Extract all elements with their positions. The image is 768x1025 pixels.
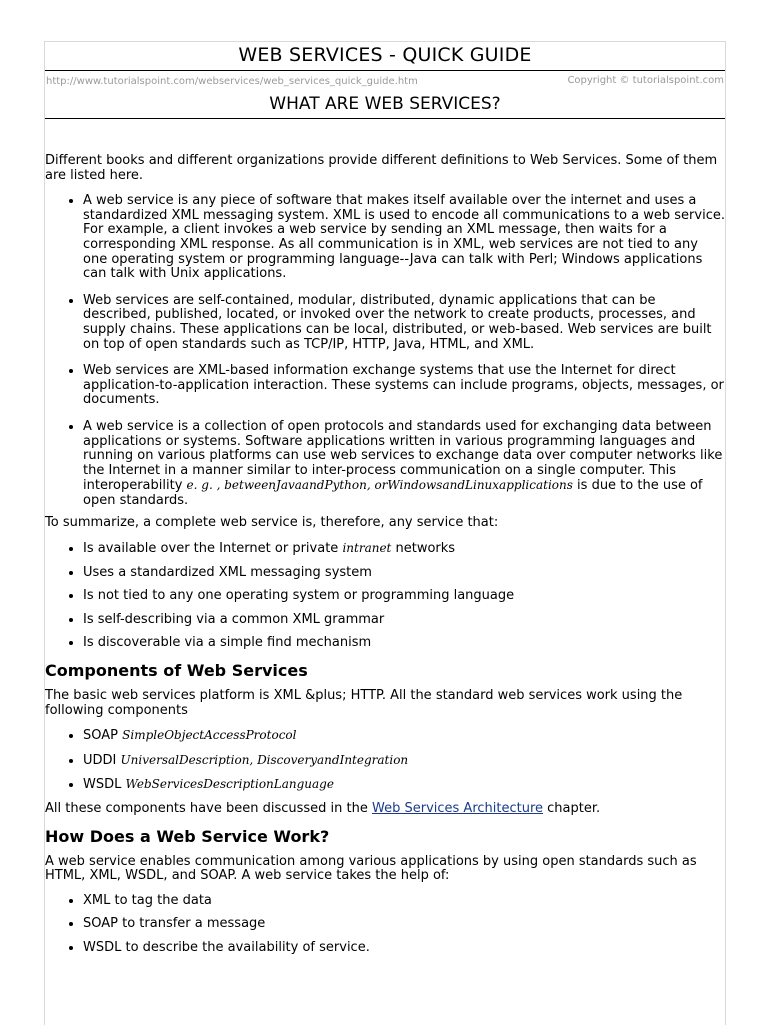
list-item: • XML to tag the data [83,894,725,909]
architecture-link[interactable]: Web Services Architecture [372,801,544,816]
outro-post: chapter. [547,801,601,816]
component-expansion: SimpleObjectAccessProtocol [122,728,297,743]
list-item: • Is discoverable via a simple find mechanism [83,636,725,651]
components-list [45,728,725,793]
bullet4-math: e. g. , betweenJavaandPython, orWindowsandLinuxapplications [186,478,573,493]
list-item [83,728,725,744]
document-title: WEB SERVICES - QUICK GUIDE [45,42,725,71]
component-name: UDDI [83,752,117,768]
list-item: • Is self-describing via a common XML grammar [83,613,725,628]
bullet4-text: A web service is a collection of open protocols and standards used for exchanging data between applications or systems. Software applications written in various programming languages and running on various platforms can use web services to exchange data over computer networks like the Internet in a manner similar to inter-process communication on a single computer. This interoperability [83,418,723,494]
list-item [83,753,725,769]
components-outro [45,802,725,817]
list-item [83,777,725,793]
summary-item1-tail: networks [395,541,456,557]
component-name: SOAP [83,728,118,744]
components-intro: The basic web services platform is XML &plus; HTTP. All the standard web services work using the following components [45,688,683,718]
component-expansion: WebServicesDescriptionLanguage [125,777,334,792]
page [44,41,726,1025]
list-item [83,541,725,557]
list-item: • Web services are XML-based information exchange systems that use the Internet for direct application-to-application interaction. These systems can include programs, objects, messages, or documents. [83,364,725,408]
components-heading: Components of Web Services [45,661,308,681]
how-intro: A web service enables communication among various applications by using open standards such as HTML, XML, WSDL, and SOAP. A web service takes the help of: [45,853,697,884]
list-item: • Is not tied to any one operating system or programming language [83,589,725,604]
list-item: • SOAP to transfer a message [83,917,725,932]
intro-paragraph: Different books and different organizations provide different definitions to Web Services. Some of them are listed here. [45,153,718,183]
how-heading: How Does a Web Service Work? [45,826,330,846]
section-title: WHAT ARE WEB SERVICES? [45,91,725,119]
outro-pre: All these components have been discussed in the [45,801,368,816]
component-name: WSDL [83,777,122,793]
list-item: • Uses a standardized XML messaging system [83,566,725,581]
bullet4-tail: is due to the use of open standards. [83,478,703,508]
summary-item1-text: Is available over the Internet or private [83,541,339,557]
summary-intro: To summarize, a complete web service is, therefore, any service that: [45,515,499,531]
list-item: • Web services are self-contained, modular, distributed, dynamic applications that can be described, published, located, or invoked over the network to create products, processes, and supply chains. These applications can be local, distributed, or web-based. Web services are built on top of open standards such as TCP/IP, HTTP, Java, HTML, and XML. [83,294,725,352]
summary-list [45,541,725,651]
how-list [45,894,725,956]
component-expansion: UniversalDescription, DiscoveryandIntegration [120,752,409,767]
list-item [83,420,725,509]
content [45,142,725,965]
summary-item1-math: intranet [342,541,392,556]
source-url[interactable]: http://www.tutorialspoint.com/webservices/web_services_quick_guide.htm [46,76,418,87]
definitions-list [45,194,725,508]
list-item: • WSDL to describe the availability of service. [83,941,725,956]
list-item: • A web service is any piece of software that makes itself available over the internet and uses a standardized XML messaging system. XML is used to encode all communications to a web service. For example, a client invokes a web service by sending an XML message, then waits for a corresponding XML response. As all communication is in XML, web services are not tied to any one operating system or programming language--Java can talk with Perl; Windows applications can talk with Unix applications. [83,194,725,282]
copyright-notice: Copyright © tutorialspoint.com [567,75,724,86]
url-bar [45,71,725,91]
